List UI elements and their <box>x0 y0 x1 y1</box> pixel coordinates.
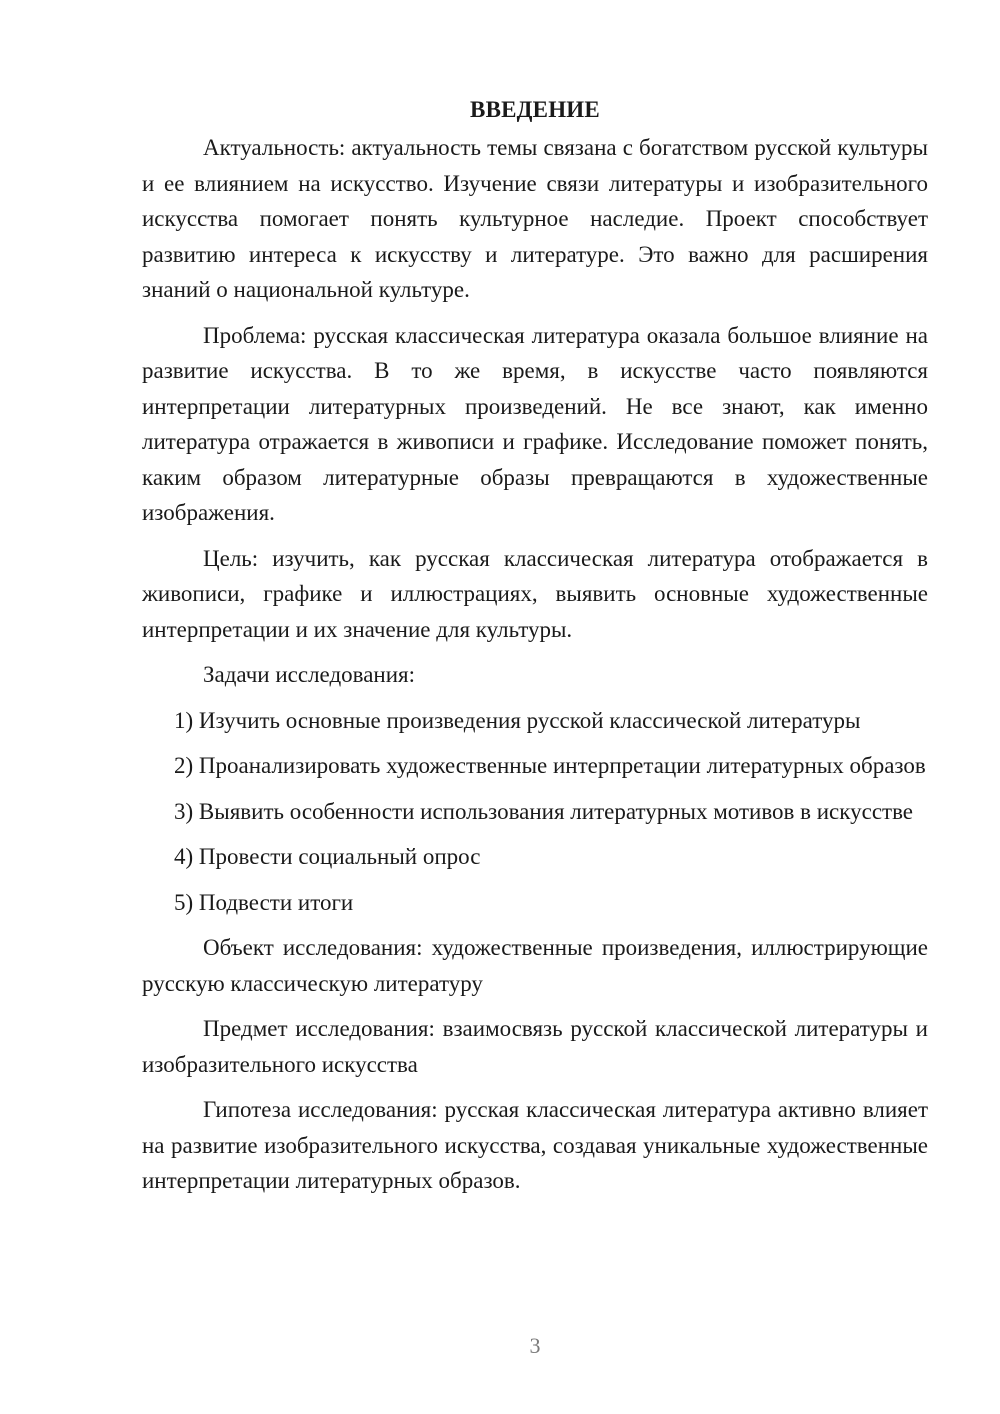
list-item: 5) Подвести итоги <box>174 889 354 915</box>
tasks-heading: Задачи исследования: <box>203 662 416 687</box>
list-item: 1) Изучить основные произведения русской классической литературы <box>174 707 861 733</box>
tasks-list <box>142 703 928 921</box>
relevance-paragraph: Актуальность: актуальность темы связана с богатством русской культуры и ее влиянием на искусство. Изучение связи литературы и изобразительного искусства помогает понять культурное наследие. Проект способствует развитию интереса к искусству и литературе. Это важно для расширения знаний о национальной культуре. <box>142 135 928 302</box>
object-paragraph: Объект исследования: художественные произведения, иллюстрирующие русскую классическую литературу <box>142 935 928 996</box>
list-item: 2) Проанализировать художественные интерпретации литературных образов <box>174 753 926 778</box>
page-content <box>142 92 928 1209</box>
problem-paragraph: Проблема: русская классическая литература оказала большое влияние на развитие искусства. В то же время, в искусстве часто появляются интерпретации литературных произведений. Не все знают, как именно литература отражается в живописи и графике. Исследование поможет понять, каким образом литературные образы превращаются в художественные изображения. <box>142 322 928 525</box>
page-title: ВВЕДЕНИЕ <box>470 97 600 122</box>
subject-paragraph: Предмет исследования: взаимосвязь русской классической литературы и изобразительного искусства <box>142 1016 928 1077</box>
goal-paragraph: Цель: изучить, как русская классическая литература отображается в живописи, графике и иллюстрациях, выявить основные художественные интерпретации и их значение для культуры. <box>142 545 928 642</box>
page-number: 3 <box>529 1333 541 1358</box>
hypothesis-paragraph: Гипотеза исследования: русская классическая литература активно влияет на развитие изобразительного искусства, создавая уникальные художественные интерпретации литературных образов. <box>142 1097 928 1193</box>
list-item: 4) Провести социальный опрос <box>174 844 481 869</box>
list-item: 3) Выявить особенности использования литературных мотивов в искусстве <box>174 798 914 824</box>
